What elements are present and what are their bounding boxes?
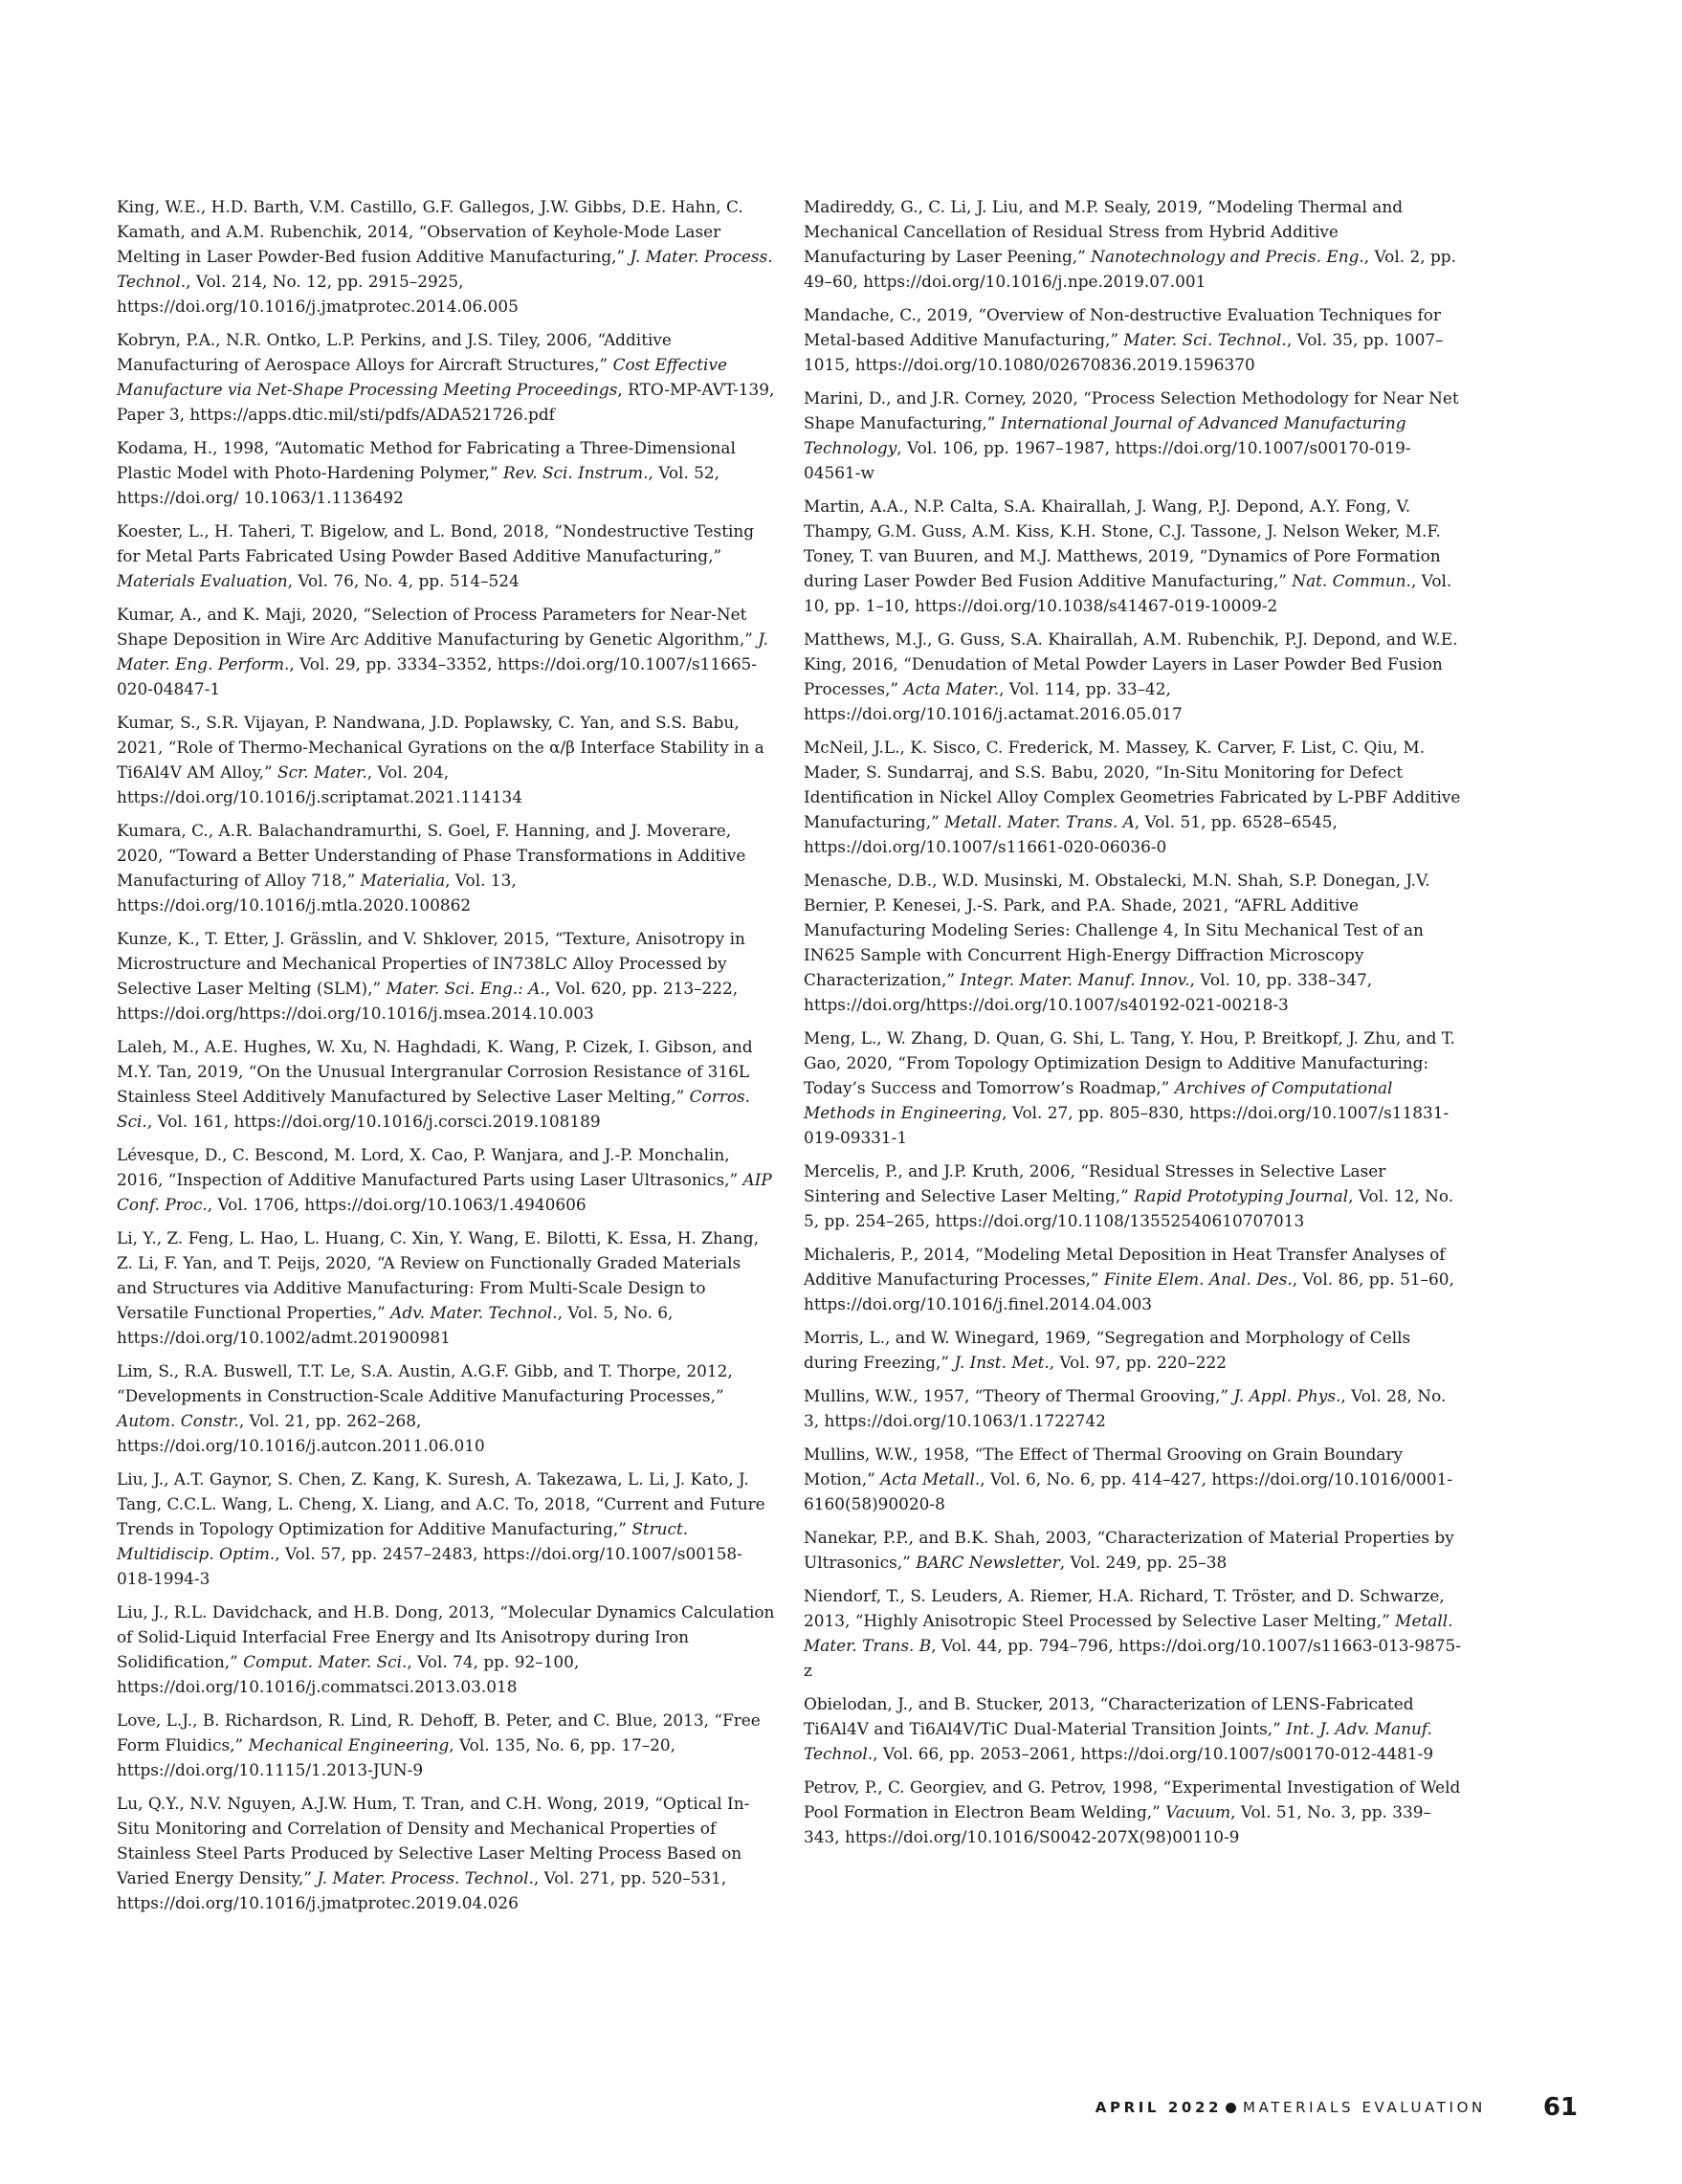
reference-source-title: BARC Newsletter bbox=[916, 1553, 1060, 1572]
reference-source-title: Int. J. Adv. Manuf. Technol. bbox=[804, 1719, 1432, 1763]
reference-entry bbox=[117, 1142, 775, 1217]
reference-text: King, W.E., H.D. Barth, V.M. Castillo, G.F. Gallegos, J.W. Gibbs, D.E. Hahn, C. Kamath, and A.M. Rubenchik, 2014, “Observation of Keyhole-Mode Laser Melting in Laser Powder-Bed fusion Additive Manufacturing,” bbox=[117, 197, 743, 266]
reference-text: Mullins, W.W., 1958, “The Effect of Thermal Grooving on Grain Boundary Motion,” bbox=[804, 1445, 1404, 1489]
reference-entry bbox=[804, 386, 1462, 485]
reference-text: Lim, S., R.A. Buswell, T.T. Le, S.A. Austin, A.G.F. Gibb, and T. Thorpe, 2012, “Developments in Construction-Scale Additive Manufacturing Processes,” bbox=[117, 1361, 733, 1405]
reference-entry bbox=[804, 868, 1462, 1017]
reference-text: Martin, A.A., N.P. Calta, S.A. Khairallah, J. Wang, P.J. Depond, A.Y. Fong, V. Thampy, G.M. Guss, A.M. Kiss, K.H. Stone, C.J. Tassone, J. Nelson Weker, M.F. Toney, T. van Buuren, and M.J. Matthews, 2019, “Dynamics of Pore Formation during Laser Powder Bed Fusion Additive Manufacturing,” bbox=[804, 496, 1441, 590]
reference-details: , Vol. 86, pp. 51–60, https://doi.org/10.1016/j.finel.2014.04.003 bbox=[804, 1269, 1454, 1313]
reference-details: , Vol. 97, pp. 220–222 bbox=[1049, 1353, 1227, 1372]
reference-details: , Vol. 620, pp. 213–222, https://doi.org/https://doi.org/10.1016/j.msea.2014.10.003 bbox=[117, 979, 739, 1023]
reference-source-title: J. Mater. Process. Technol. bbox=[117, 247, 773, 291]
reference-source-title: Integr. Mater. Manuf. Innov. bbox=[960, 970, 1190, 989]
reference-text: Petrov, P., C. Georgiev, and G. Petrov, 1998, “Experimental Investigation of Weld Pool Formation in Electron Beam Welding,” bbox=[804, 1777, 1461, 1821]
reference-details: , Vol. 27, pp. 805–830, https://doi.org/10.1007/s11831-019-09331-1 bbox=[804, 1103, 1450, 1147]
reference-column-right bbox=[804, 194, 1462, 1858]
reference-entry bbox=[804, 194, 1462, 294]
footer-journal-name: MATERIALS EVALUATION bbox=[1243, 2099, 1486, 2116]
reference-entry bbox=[804, 627, 1462, 726]
reference-text: Love, L.J., B. Richardson, R. Lind, R. Dehoff, B. Peter, and C. Blue, 2013, “Free Form Fluidics,” bbox=[117, 1710, 761, 1754]
reference-source-title: Metall. Mater. Trans. B bbox=[804, 1611, 1453, 1655]
reference-text: Kumar, A., and K. Maji, 2020, “Selection of Process Parameters for Near-Net Shape Deposition in Wire Arc Additive Manufacturing by Genetic Algorithm,” bbox=[117, 605, 759, 649]
reference-text: Kunze, K., T. Etter, J. Grässlin, and V. Shklover, 2015, “Texture, Anisotropy in Microstructure and Mechanical Properties of IN738LC Alloy Processed by Selective Laser Melting (SLM),” bbox=[117, 929, 745, 998]
reference-entry bbox=[804, 302, 1462, 377]
reference-source-title: Struct. Multidiscip. Optim. bbox=[117, 1519, 689, 1563]
reference-details: , Vol. 10, pp. 1–10, https://doi.org/10.1038/s41467-019-10009-2 bbox=[804, 571, 1452, 615]
reference-details: , Vol. 5, No. 6, https://doi.org/10.1002/admt.201900981 bbox=[117, 1303, 674, 1347]
reference-details: , Vol. 106, pp. 1967–1987, https://doi.org/10.1007/s00170-019-04561-w bbox=[804, 438, 1411, 482]
reference-entry bbox=[117, 1599, 775, 1699]
reference-details: , Vol. 52, https://doi.org/ 10.1063/1.1136492 bbox=[117, 463, 720, 507]
reference-text: Lévesque, D., C. Bescond, M. Lord, X. Cao, P. Wanjara, and J.-P. Monchalin, 2016, “Inspection of Additive Manufactured Parts using Laser Ultrasonics,” bbox=[117, 1145, 743, 1189]
reference-entry bbox=[804, 1775, 1462, 1849]
reference-text: Nanekar, P.P., and B.K. Shah, 2003, “Characterization of Material Properties by Ultrasonics,” bbox=[804, 1528, 1454, 1572]
reference-entry bbox=[117, 435, 775, 510]
reference-text: Niendorf, T., S. Leuders, A. Riemer, H.A. Richard, T. Tröster, and D. Schwarze, 2013, “Highly Anisotropic Steel Processed by Selective Laser Melting,” bbox=[804, 1586, 1445, 1630]
reference-text: Morris, L., and W. Winegard, 1969, “Segregation and Morphology of Cells during Freezing,” bbox=[804, 1328, 1411, 1372]
reference-source-title: Nanotechnology and Precis. Eng. bbox=[1091, 247, 1364, 266]
reference-text: Menasche, D.B., W.D. Musinski, M. Obstalecki, M.N. Shah, S.P. Donegan, J.V. Bernier, P. Kenesei, J.-S. Park, and P.A. Shade, 2021, “AFRL Additive Manufacturing Modeling Series: Challenge 4, In Situ Mechanical Test of an IN625 Sample with Concurrent High-Energy Diffraction Microscopy Characterization,” bbox=[804, 871, 1430, 989]
reference-text: Kobryn, P.A., N.R. Ontko, L.P. Perkins, and J.S. Tiley, 2006, “Additive Manufacturing of Aerospace Alloys for Aircraft Structures,” bbox=[117, 330, 672, 374]
reference-entry bbox=[804, 1442, 1462, 1516]
reference-source-title: Corros. Sci. bbox=[117, 1087, 751, 1131]
reference-entry bbox=[804, 1583, 1462, 1683]
reference-entry bbox=[117, 1034, 775, 1134]
reference-entry bbox=[804, 735, 1462, 859]
reference-source-title: Finite Elem. Anal. Des. bbox=[1103, 1269, 1293, 1289]
page-footer bbox=[1096, 2088, 1578, 2127]
reference-details: , Vol. 51, No. 3, pp. 339–343, https://doi.org/10.1016/S0042-207X(98)00110-9 bbox=[804, 1802, 1431, 1846]
reference-source-title: Acta Mater. bbox=[903, 679, 1000, 698]
reference-details: , Vol. 1706, https://doi.org/10.1063/1.4940606 bbox=[207, 1195, 586, 1214]
reference-text: Obielodan, J., and B. Stucker, 2013, “Characterization of LENS-Fabricated Ti6Al4V and Ti6Al4V/TiC Dual-Material Transition Joints,” bbox=[804, 1694, 1414, 1738]
reference-column-left bbox=[117, 194, 775, 1924]
reference-text: Kodama, H., 1998, “Automatic Method for Fabricating a Three-Dimensional Plastic Model with Photo-Hardening Polymer,” bbox=[117, 438, 736, 482]
reference-source-title: J. Mater. Eng. Perform. bbox=[117, 629, 769, 673]
reference-entry bbox=[804, 1383, 1462, 1433]
reference-source-title: J. Appl. Phys. bbox=[1233, 1386, 1341, 1405]
reference-details: , Vol. 249, pp. 25–38 bbox=[1059, 1553, 1228, 1572]
reference-details: , Vol. 35, pp. 1007–1015, https://doi.org/10.1080/02670836.2019.1596370 bbox=[804, 330, 1444, 374]
reference-source-title: Materialia bbox=[360, 871, 446, 890]
reference-details: , Vol. 29, pp. 3334–3352, https://doi.org/10.1007/s11665-020-04847-1 bbox=[117, 654, 758, 698]
reference-source-title: Vacuum bbox=[1165, 1802, 1231, 1821]
reference-entry bbox=[117, 926, 775, 1026]
reference-text: Kumar, S., S.R. Vijayan, P. Nandwana, J.D. Poplawsky, C. Yan, and S.S. Babu, 2021, “Role of Thermo-Mechanical Gyrations on the α/β Interface Stability in a Ti6Al4V AM Alloy,” bbox=[117, 713, 764, 782]
reference-entry bbox=[804, 1158, 1462, 1233]
reference-details: , Vol. 51, pp. 6528–6545, https://doi.org/10.1007/s11661-020-06036-0 bbox=[804, 812, 1338, 856]
reference-text: Madireddy, G., C. Li, J. Liu, and M.P. Sealy, 2019, “Modeling Thermal and Mechanical Cancellation of Residual Stress from Hybrid Additive Manufacturing by Laser Peening,” bbox=[804, 197, 1404, 266]
reference-details: , Vol. 2, pp. 49–60, https://doi.org/10.1016/j.npe.2019.07.001 bbox=[804, 247, 1456, 291]
reference-entry bbox=[117, 194, 775, 319]
reference-source-title: Cost Effective Manufacture via Net-Shape Processing Meeting Proceedings bbox=[117, 355, 727, 399]
reference-source-title: Archives of Computational Methods in Engineering bbox=[804, 1078, 1393, 1122]
reference-text: Michaleris, P., 2014, “Modeling Metal Deposition in Heat Transfer Analyses of Additive Manufacturing Processes,” bbox=[804, 1245, 1446, 1289]
reference-text: Laleh, M., A.E. Hughes, W. Xu, N. Haghdadi, K. Wang, P. Cizek, I. Gibson, and M.Y. Tan, 2019, “On the Unusual Intergranular Corrosion Resistance of 316L Stainless Steel Additively Manufactured by Selective Laser Melting,” bbox=[117, 1037, 753, 1106]
reference-text: Li, Y., Z. Feng, L. Hao, L. Huang, C. Xin, Y. Wang, E. Bilotti, K. Essa, H. Zhang, Z. Li, F. Yan, and T. Peijs, 2020, “A Review on Functionally Graded Materials and Structures via Additive Manufacturing: From Multi-Scale Design to Versatile Functional Properties,” bbox=[117, 1228, 759, 1322]
reference-details: , Vol. 6, No. 6, pp. 414–427, https://doi.org/10.1016/0001-6160(58)90020-8 bbox=[804, 1469, 1453, 1513]
reference-text: Meng, L., W. Zhang, D. Quan, G. Shi, L. Tang, Y. Hou, P. Breitkopf, J. Zhu, and T. Gao, 2020, “From Topology Optimization Design to Additive Manufacturing: Today’s Success and Tomorrow’s Roadmap,” bbox=[804, 1028, 1455, 1097]
reference-source-title: Rev. Sci. Instrum. bbox=[502, 463, 649, 482]
reference-details: , Vol. 114, pp. 33–42, https://doi.org/10.1016/j.actamat.2016.05.017 bbox=[804, 679, 1183, 723]
reference-source-title: Mater. Sci. Eng.: A. bbox=[386, 979, 545, 998]
reference-entry bbox=[117, 1358, 775, 1458]
reference-source-title: Materials Evaluation bbox=[117, 571, 288, 590]
reference-source-title: Nat. Commun. bbox=[1292, 571, 1411, 590]
reference-source-title: Mater. Sci. Technol. bbox=[1123, 330, 1287, 349]
reference-source-title: J. Inst. Met. bbox=[954, 1353, 1050, 1372]
reference-entry bbox=[117, 518, 775, 593]
reference-entry bbox=[804, 494, 1462, 618]
reference-entry bbox=[117, 818, 775, 917]
reference-entry bbox=[804, 1525, 1462, 1575]
reference-source-title: Rapid Prototyping Journal bbox=[1134, 1186, 1349, 1205]
reference-details: , Vol. 13, https://doi.org/10.1016/j.mtla.2020.100862 bbox=[117, 871, 517, 915]
reference-text: Mercelis, P., and J.P. Kruth, 2006, “Residual Stresses in Selective Laser Sintering and Selective Laser Melting,” bbox=[804, 1161, 1386, 1205]
reference-details: , Vol. 74, pp. 92–100, https://doi.org/10.1016/j.commatsci.2013.03.018 bbox=[117, 1652, 580, 1696]
reference-source-title: Autom. Constr. bbox=[117, 1411, 239, 1430]
reference-details: , Vol. 21, pp. 262–268, https://doi.org/10.1016/j.autcon.2011.06.010 bbox=[117, 1411, 485, 1455]
reference-source-title: Acta Metall. bbox=[880, 1469, 981, 1489]
page-number: 61 bbox=[1542, 2093, 1578, 2122]
bullet-separator-icon bbox=[1226, 2103, 1236, 2113]
reference-entry bbox=[117, 1791, 775, 1915]
reference-text: McNeil, J.L., K. Sisco, C. Frederick, M. Massey, K. Carver, F. List, C. Qiu, M. Mader, S. Sundarraj, and S.S. Babu, 2020, “In-Situ Monitoring for Defect Identification in Nickel Alloy Complex Geometries Fabricated by L-PBF Additive Manufacturing,” bbox=[804, 738, 1461, 831]
reference-source-title: Mechanical Engineering bbox=[248, 1735, 450, 1754]
reference-details: , Vol. 161, https://doi.org/10.1016/j.corsci.2019.108189 bbox=[146, 1112, 601, 1131]
reference-text: Lu, Q.Y., N.V. Nguyen, A.J.W. Hum, T. Tran, and C.H. Wong, 2019, “Optical In-Situ Monitoring and Correlation of Density and Mechanical Properties of Stainless Steel Parts Produced by Selective Laser Melting Process Based on Varied Energy Density,” bbox=[117, 1794, 750, 1887]
reference-entry bbox=[804, 1026, 1462, 1150]
reference-source-title: Comput. Mater. Sci. bbox=[243, 1652, 408, 1671]
reference-text: Mandache, C., 2019, “Overview of Non-destructive Evaluation Techniques for Metal-based Additive Manufacturing,” bbox=[804, 305, 1441, 349]
reference-text: Matthews, M.J., G. Guss, S.A. Khairallah, A.M. Rubenchik, P.J. Depond, and W.E. King, 2016, “Denudation of Metal Powder Layers in Laser Powder Bed Fusion Processes,” bbox=[804, 629, 1458, 698]
reference-details: , Vol. 271, pp. 520–531, https://doi.org/10.1016/j.jmatprotec.2019.04.026 bbox=[117, 1868, 727, 1912]
reference-entry bbox=[804, 1691, 1462, 1766]
reference-entry bbox=[117, 1708, 775, 1782]
reference-text: Kumara, C., A.R. Balachandramurthi, S. Goel, F. Hanning, and J. Moverare, 2020, “Toward a Better Understanding of Phase Transformations in Additive Manufacturing of Alloy 718,” bbox=[117, 821, 746, 890]
reference-source-title: Adv. Mater. Technol. bbox=[390, 1303, 558, 1322]
reference-details: , Vol. 214, No. 12, pp. 2915–2925, https://doi.org/10.1016/j.jmatprotec.2014.06.005 bbox=[117, 272, 519, 316]
reference-text: Liu, J., R.L. Davidchack, and H.B. Dong, 2013, “Molecular Dynamics Calculation of Solid-Liquid Interfacial Free Energy and Its Anisotropy during Iron Solidification,” bbox=[117, 1602, 775, 1671]
reference-details: , Vol. 204, https://doi.org/10.1016/j.scriptamat.2021.114134 bbox=[117, 762, 522, 806]
reference-entry bbox=[117, 710, 775, 809]
reference-details: , Vol. 66, pp. 2053–2061, https://doi.org/10.1007/s00170-012-4481-9 bbox=[873, 1744, 1434, 1763]
reference-details: , Vol. 10, pp. 338–347, https://doi.org/https://doi.org/10.1007/s40192-021-00218-3 bbox=[804, 970, 1373, 1014]
reference-entry bbox=[117, 1225, 775, 1350]
reference-text: Marini, D., and J.R. Corney, 2020, “Process Selection Methodology for Near Net Shape Manufacturing,” bbox=[804, 388, 1459, 432]
footer-issue-date: APRIL 2022 bbox=[1095, 2099, 1223, 2116]
reference-source-title: International Journal of Advanced Manufacturing Technology bbox=[804, 413, 1406, 457]
reference-entry bbox=[117, 602, 775, 701]
reference-entry bbox=[117, 327, 775, 427]
reference-source-title: J. Mater. Process. Technol. bbox=[317, 1868, 534, 1887]
reference-details: , Vol. 57, pp. 2457–2483, https://doi.org/10.1007/s00158-018-1994-3 bbox=[117, 1544, 742, 1588]
reference-details: , Vol. 44, pp. 794–796, https://doi.org/10.1007/s11663-013-9875-z bbox=[804, 1636, 1461, 1680]
reference-details: , Vol. 135, No. 6, pp. 17–20, https://doi.org/10.1115/1.2013-JUN-9 bbox=[117, 1735, 676, 1779]
reference-text: Mullins, W.W., 1957, “Theory of Thermal Grooving,” bbox=[804, 1386, 1234, 1405]
reference-text: Liu, J., A.T. Gaynor, S. Chen, Z. Kang, K. Suresh, A. Takezawa, L. Li, J. Kato, J. Tang, C.C.L. Wang, L. Cheng, X. Liang, and A.C. To, 2018, “Current and Future Trends in Topology Optimization for Additive Manufacturing,” bbox=[117, 1469, 765, 1538]
reference-text: Koester, L., H. Taheri, T. Bigelow, and L. Bond, 2018, “Nondestructive Testing for Metal Parts Fabricated Using Powder Based Additive Manufacturing,” bbox=[117, 521, 755, 565]
reference-source-title: AIP Conf. Proc. bbox=[117, 1170, 772, 1214]
reference-details: , Vol. 76, No. 4, pp. 514–524 bbox=[287, 571, 520, 590]
reference-details: , Vol. 28, No. 3, https://doi.org/10.1063/1.1722742 bbox=[804, 1386, 1447, 1430]
reference-source-title: Metall. Mater. Trans. A bbox=[944, 812, 1135, 831]
reference-source-title: Scr. Mater. bbox=[277, 762, 367, 782]
reference-details: , Vol. 12, No. 5, pp. 254–265, https://doi.org/10.1108/13552540610707013 bbox=[804, 1186, 1454, 1230]
reference-entry bbox=[117, 1467, 775, 1591]
reference-details: , RTO-MP-AVT-139, Paper 3, https://apps.dtic.mil/sti/pdfs/ADA521726.pdf bbox=[117, 380, 775, 424]
reference-entry bbox=[804, 1325, 1462, 1375]
reference-entry bbox=[804, 1242, 1462, 1316]
